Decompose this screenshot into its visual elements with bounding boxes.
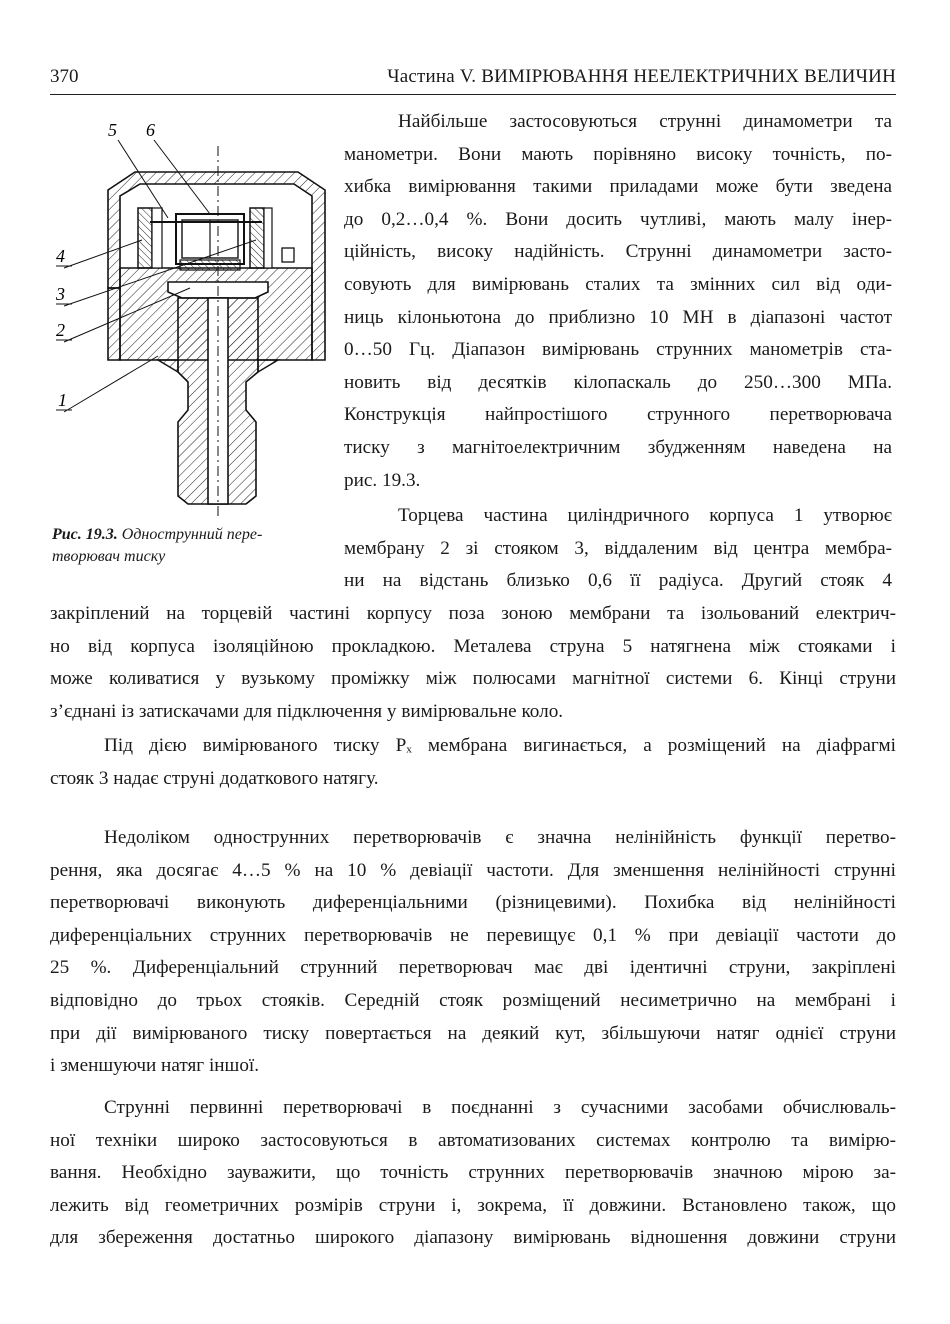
paragraph-3 [50,730,896,795]
text-line: перетворювачі виконують диференціальними (різницевими). Похибка від нелінійності [50,892,896,914]
text-line: відповідно до трьох стояків. Середній стояк розміщений несиметрично на мембрані і [50,989,896,1011]
text-line: совують для вимірювань сталих та змінних сил від оди- [344,273,892,295]
text-line: новить від десятків кілопаскаль до 250…300 МПа. [344,371,892,393]
text-line: 25 %. Диференціальний струнний перетворювач має дві ідентичні струни, закріплені [50,957,896,979]
text-line: до 0,2…0,4 %. Вони досить чутливі, мають малу інер- [344,208,892,230]
text-line: стояк 3 надає струні додаткового натягу. [50,767,379,789]
text-line: Конструкція найпростішого струнного перетворювача [344,404,892,426]
label-6: 6 [146,120,155,140]
caption-number: Рис. 19.3. [52,526,118,543]
text-line: рення, яка досягає 4…5 % на 10 % девіації частоти. Для зменшення нелінійності струнні [50,859,896,881]
paragraph-1 [344,106,892,497]
text-line: но від корпуса ізоляційною прокладкою. Металева струна 5 натягнена між стояками і [50,635,896,657]
text-line: Найбільше застосовуються струнні динамометри та [398,111,892,132]
text-line: Недоліком однострунних перетворювачів є значна нелінійність функції перетво- [104,827,896,848]
paragraph-2-full [50,598,896,728]
figure-19-3 [50,110,340,520]
label-5: 5 [108,120,117,140]
housing-left-wall [108,288,120,360]
text-line: манометри. Вони мають порівняно високу точність, по- [344,143,892,165]
text-line: і зменшуючи натяг іншої. [50,1055,260,1077]
label-3: 3 [56,284,65,304]
running-title: Частина V. ВИМІРЮВАННЯ НЕЕЛЕКТРИЧНИХ ВЕЛИЧИН [387,66,896,87]
pressure-transducer-drawing [50,110,340,520]
page-header [50,62,896,95]
label-1: 1 [58,390,67,410]
text-line: 0…50 Гц. Діапазон вимірювань струнних манометрів ста- [344,339,892,361]
paragraph-2-column [344,500,892,598]
text-line: мембрану 2 зі стояком 3, віддаленим від центра мембра- [344,537,892,559]
text-line: з’єднані із затискачами для підключення у вимірювальне коло. [50,700,564,722]
caption-text: Однострунний пере-твoрювач тиску [52,526,263,565]
text-line: диференціальних струнних перетворювачів не перевищує 0,1 % при девіації частоти до [50,924,896,946]
paragraph-5 [50,1092,896,1255]
text-line: Під дією вимірюваного тиску Pₓ мембрана вигинається, а розміщений на діафрагмі [104,735,896,756]
text-line: може коливатися у вузькому проміжку між полюсами магнітної системи 6. Кінці струни [50,668,896,690]
text-line: Струнні первинні перетворювачі в поєднанні з сучасними засобами обчислюваль- [104,1097,896,1118]
label-4: 4 [56,246,65,266]
text-line: хибка вимірювання такими приладами може бути зведена [344,176,892,198]
text-line: ни на відстань близько 0,6 її радіуса. Другий стояк 4 [344,570,892,592]
label-2: 2 [56,320,65,340]
paragraph-4 [50,822,896,1083]
text-line: лежить від геометричних розмірів струни і, зокрема, її довжини. Встановлено також, що [50,1194,896,1216]
terminal [282,248,294,262]
text-line: ної техніки широко застосовуються в автоматизованих системах контролю та вимірю- [50,1129,896,1151]
text-line: ційність, високу надійність. Струнні динамометри засто- [344,241,892,263]
text-line: тиску з магнітоелектричним збудженням наведена на [344,436,892,458]
text-line: Торцева частина циліндричного корпуса 1 утворює [398,505,892,526]
text-line: рис. 19.3. [344,469,421,491]
text-line: ниць кілоньютона до приблизно 10 МН в діапазоні частот [344,306,892,328]
post-3 [250,208,264,268]
text-line: вання. Необхідно зауважити, що точність струнних перетворювачів значною мірою за- [50,1162,896,1184]
text-line: закріплений на торцевій частині корпусу поза зоною мембрани та ізольований електрич- [50,603,896,624]
text-line: при дії вимірюваного тиску повертається на деякий кут, збільшуючи натяг однієї струни [50,1022,896,1044]
post-4 [138,208,152,268]
text-line: для збереження достатньо широкого діапазону вимірювань відношення довжини струни [50,1227,896,1249]
page-number: 370 [50,66,79,87]
figure-caption [52,524,322,568]
